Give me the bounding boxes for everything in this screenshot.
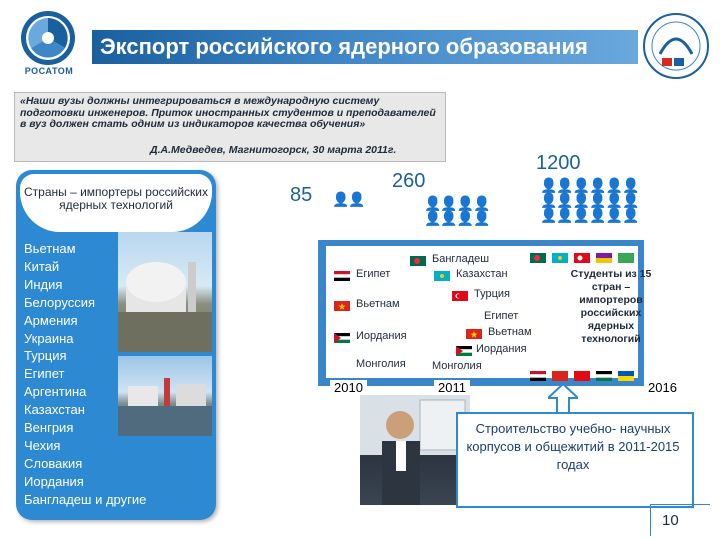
country-item: Турция [24, 348, 67, 364]
country-item: Украина [24, 330, 74, 346]
country-item: Аргентина [24, 384, 87, 400]
page-title: Экспорт российского ядерного образования [100, 34, 588, 59]
flag-vietnam-icon [334, 298, 350, 316]
country-label: Египет [484, 310, 519, 322]
students-icon: 👤👤👤👤👤👤 👤👤👤👤👤👤 👤👤👤👤👤👤 [540, 177, 639, 223]
count-2016: 1200 [536, 152, 581, 174]
flag-bangladesh-icon [410, 253, 426, 271]
page-divider [650, 504, 710, 505]
count-2010: 85 [290, 184, 313, 206]
count-2011: 260 [392, 170, 426, 192]
flag-kazakhstan-icon [434, 268, 450, 286]
country-item: Иордания [24, 473, 84, 489]
flag-egypt-icon [334, 268, 350, 286]
students-icon: 👤👤 [332, 191, 365, 207]
logo-wordmark: РОСАТОМ [24, 66, 74, 76]
country-label: Монголия [356, 358, 406, 370]
country-label: Бангладеш [432, 253, 490, 265]
country-item: Бангладеш и другие [24, 491, 147, 507]
country-label: Вьетнам [356, 298, 400, 310]
country-item: Армения [24, 312, 78, 328]
country-label: Казахстан [456, 268, 508, 280]
country-item: Китай [24, 258, 60, 274]
country-item: Казахстан [24, 402, 85, 418]
page-number: 10 [662, 512, 679, 529]
flag-jordan-icon [334, 330, 350, 348]
countries-list [24, 240, 214, 509]
year-label-2016: 2016 [644, 380, 681, 395]
country-label: Иордания [356, 330, 407, 342]
country-label: Вьетнам [488, 326, 532, 338]
country-item: Белоруссия [24, 294, 96, 310]
country-label: Монголия [432, 360, 482, 372]
quote-text: «Наши вузы должны интегрироваться в международную систему подготовки инженеров. Приток иностранных студентов и преподавателей в вуз должен стать одним из индикаторов качества обучения» [20, 95, 436, 130]
countries-heading: Страны – импортеры российских ядерных технологий [23, 185, 208, 212]
year-label-2011: 2011 [434, 380, 470, 395]
flag-jordan-icon [456, 343, 472, 361]
country-label: Иордания [476, 343, 527, 355]
students-icon: 👤👤👤👤 👤👤👤👤 [424, 195, 490, 226]
year-label-2010: 2010 [330, 380, 367, 395]
country-item: Венгрия [24, 420, 74, 436]
country-item: Египет [24, 366, 65, 382]
university-emblem-icon [640, 10, 712, 82]
flags-row-bottom [530, 370, 640, 388]
flag-turkey-icon [452, 288, 468, 306]
page-divider [650, 504, 651, 536]
country-item: Индия [24, 276, 63, 292]
country-item: Вьетнам [24, 241, 76, 256]
country-item: Словакия [24, 455, 83, 471]
country-item: Чехия [24, 437, 61, 453]
flag-vietnam-icon [466, 326, 482, 344]
country-label: Турция [474, 288, 510, 300]
construction-text: Строительство учебно- научных корпусов и общежитий в 2011-2015 годах [466, 421, 680, 472]
lecturer-photo [360, 395, 470, 505]
quote-author: Д.А.Медведев, Магнитогорск, 30 марта 2011г. [150, 144, 397, 156]
students-note: Студенты из 15 стран – импортеров российских ядерных технологий [570, 268, 652, 345]
country-label: Египет [356, 268, 391, 280]
